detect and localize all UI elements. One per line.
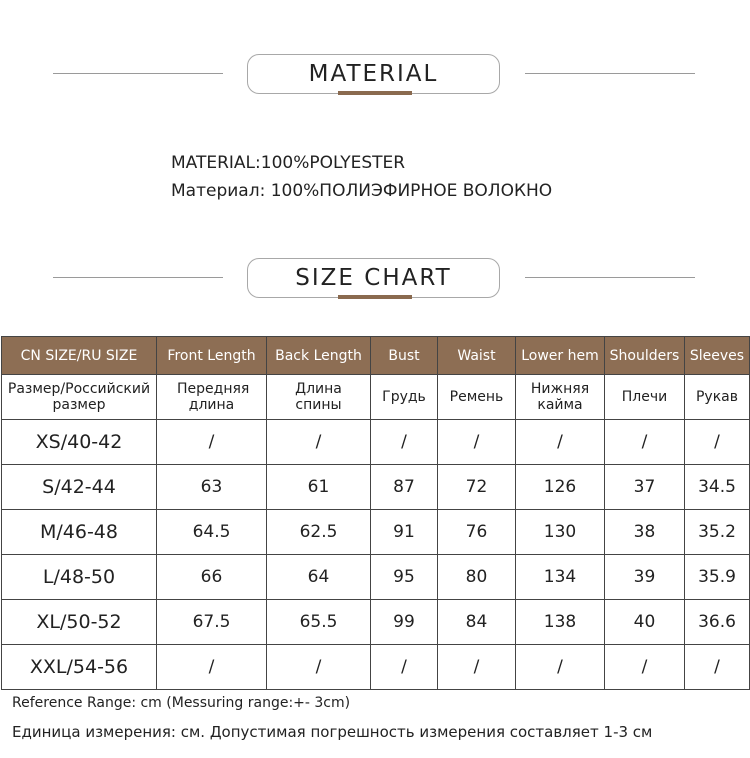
header-cell: Shoulders (605, 337, 685, 375)
header-cell: CN SIZE/RU SIZE (2, 337, 157, 375)
table-cell: / (438, 645, 516, 690)
table-cell: 65.5 (267, 600, 371, 645)
table-cell: 72 (438, 465, 516, 510)
table-row (2, 465, 750, 510)
header-cell: Передняя длина (157, 375, 267, 420)
header-cell: Размер/Российский размер (2, 375, 157, 420)
table-cell: 37 (605, 465, 685, 510)
table-cell: / (371, 420, 438, 465)
table-cell: 35.9 (685, 555, 750, 600)
size-chart-title-underline (338, 295, 412, 299)
reference-range-note: Reference Range: cm (Messuring range:+- 3cm) (12, 695, 351, 711)
divider-left-size (53, 277, 223, 278)
table-cell: / (516, 645, 605, 690)
table-cell: / (685, 645, 750, 690)
header-cell: Длина спины (267, 375, 371, 420)
header-cell: Sleeves (685, 337, 750, 375)
table-cell: / (267, 645, 371, 690)
table-cell: 35.2 (685, 510, 750, 555)
table-cell: 39 (605, 555, 685, 600)
material-line-en: MATERIAL:100%POLYESTER (171, 153, 406, 173)
table-cell: / (371, 645, 438, 690)
table-cell: 91 (371, 510, 438, 555)
table-cell: / (157, 645, 267, 690)
header-cell: Ремень (438, 375, 516, 420)
header-cell: Рукав (685, 375, 750, 420)
material-section-title: MATERIAL (308, 60, 439, 87)
size-cell: XS/40-42 (2, 420, 157, 465)
table-cell: 99 (371, 600, 438, 645)
table-cell: 130 (516, 510, 605, 555)
table-cell: 95 (371, 555, 438, 600)
table-cell: 34.5 (685, 465, 750, 510)
table-cell: / (605, 645, 685, 690)
divider-right-material (525, 73, 695, 74)
table-cell: / (685, 420, 750, 465)
header-cell: Lower hem (516, 337, 605, 375)
table-cell: 38 (605, 510, 685, 555)
size-cell: XXL/54-56 (2, 645, 157, 690)
material-title-underline (338, 91, 412, 95)
table-cell: 40 (605, 600, 685, 645)
table-row (2, 600, 750, 645)
table-cell: 87 (371, 465, 438, 510)
table-cell: / (516, 420, 605, 465)
table-cell: 62.5 (267, 510, 371, 555)
table-cell: 64 (267, 555, 371, 600)
table-header-row-en (2, 337, 750, 375)
table-header-row-ru (2, 375, 750, 420)
table-cell: 61 (267, 465, 371, 510)
size-cell: L/48-50 (2, 555, 157, 600)
table-cell: 76 (438, 510, 516, 555)
table-cell: 63 (157, 465, 267, 510)
table-cell: / (605, 420, 685, 465)
table-cell: 64.5 (157, 510, 267, 555)
table-cell: 134 (516, 555, 605, 600)
material-line-ru: Материал: 100%ПОЛИЭФИРНОЕ ВОЛОКНО (171, 181, 553, 201)
measurement-note-ru: Единица измерения: см. Допустимая погрешность измерения составляет 1-3 см (12, 723, 653, 741)
table-cell: 80 (438, 555, 516, 600)
header-cell: Нижняя кайма (516, 375, 605, 420)
size-chart-title: SIZE CHART (295, 264, 452, 291)
table-cell: / (157, 420, 267, 465)
size-cell: M/46-48 (2, 510, 157, 555)
table-row (2, 555, 750, 600)
divider-right-size (525, 277, 695, 278)
size-cell: XL/50-52 (2, 600, 157, 645)
table-row (2, 645, 750, 690)
table-row (2, 510, 750, 555)
header-cell: Front Length (157, 337, 267, 375)
table-cell: 36.6 (685, 600, 750, 645)
table-cell: 84 (438, 600, 516, 645)
header-cell: Плечи (605, 375, 685, 420)
size-cell: S/42-44 (2, 465, 157, 510)
table-cell: / (267, 420, 371, 465)
header-cell: Грудь (371, 375, 438, 420)
header-cell: Back Length (267, 337, 371, 375)
table-cell: 138 (516, 600, 605, 645)
table-cell: / (438, 420, 516, 465)
header-cell: Bust (371, 337, 438, 375)
material-section-header (247, 54, 500, 94)
size-chart-table (1, 336, 750, 690)
table-row (2, 420, 750, 465)
table-cell: 67.5 (157, 600, 267, 645)
table-cell: 66 (157, 555, 267, 600)
header-cell: Waist (438, 337, 516, 375)
divider-left-material (53, 73, 223, 74)
size-chart-section-header (247, 258, 500, 298)
table-cell: 126 (516, 465, 605, 510)
